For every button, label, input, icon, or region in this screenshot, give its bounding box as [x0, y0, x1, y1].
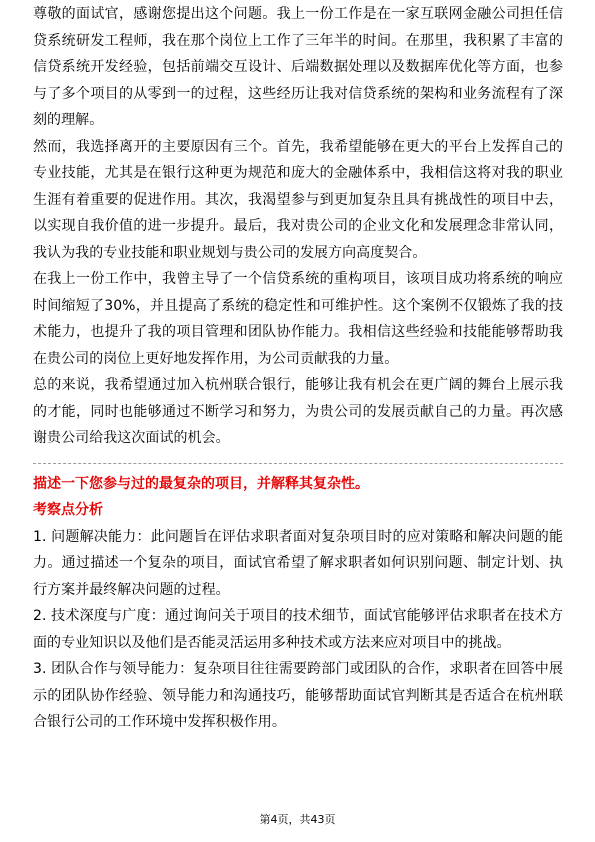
interview-question: 描述一下您参与过的最复杂的项目，并解释其复杂性。 — [33, 475, 369, 492]
analysis-point-1: 1. 问题解决能力：此问题旨在评估求职者面对复杂项目时的应对策略和解决问题的能力。通过描述一个复杂的项目，面试官希望了解求职者如何识别问题、制定计划、执行方案并最终解决问题的过程。 — [33, 528, 563, 598]
analysis-point-2: 2. 技术深度与广度：通过询问关于项目的技术细节，面试官能够评估求职者在技术方面的专业知识以及他们是否能灵活运用多种技术或方法来应对项目中的挑战。 — [33, 608, 563, 651]
answer-paragraph-4: 总的来说，我希望通过加入杭州联合银行，能够让我有机会在更广阔的舞台上展示我的才能，同时也能够通过不断学习和努力，为贵公司的发展贡献自己的力量。再次感谢贵公司给我这次面试的机会。 — [33, 377, 563, 446]
section-divider — [33, 463, 563, 464]
answer-paragraph-2: 然而，我选择离开的主要原因有三个。首先，我希望能够在更大的平台上发挥自己的专业技能，尤其是在银行这种更为规范和庞大的金融体系中，我相信这将对我的职业生涯有着重要的促进作用。其次，我渴望参与到更加复杂且具有挑战性的项目中去，以实现自我价值的进一步提升。最后，我对贵公司的企业文化和发展理念非常认同，我认为我的专业技能和职业规划与贵公司的发展方向高度契合。 — [33, 138, 563, 261]
analysis-heading: 考察点分析 — [33, 502, 103, 518]
answer-paragraph-1: 尊敬的面试官，感谢您提出这个问题。我上一份工作是在一家互联网金融公司担任信贷系统研发工程师，我在那个岗位上工作了三年半的时间。在那里，我积累了丰富的信贷系统开发经验，包括前端交互设计、后端数据处理以及数据库优化等方面，也参与了多个项目的从零到一的过程，这些经历让我对信贷系统的架构和业务流程有了深刻的理解。 — [33, 6, 563, 128]
analysis-point-3: 3. 团队合作与领导能力：复杂项目往往需要跨部门或团队的合作，求职者在回答中展示的团队协作经验、领导能力和沟通技巧，能够帮助面试官判断其是否适合在杭州联合银行公司的工作环境中发挥积极作用。 — [33, 661, 563, 730]
page-footer: 第4页，共43页 — [259, 813, 336, 826]
answer-paragraph-3: 在我上一份工作中，我曾主导了一个信贷系统的重构项目，该项目成功将系统的响应时间缩短了30%，并且提高了系统的稳定性和可维护性。这个案例不仅锻炼了我的技术能力，也提升了我的项目管理和团队协作能力。我相信这些经验和技能能够帮助我在贵公司的岗位上更好地发挥作用，为公司贡献我的力量。 — [33, 271, 563, 367]
page-content — [33, 1, 563, 736]
